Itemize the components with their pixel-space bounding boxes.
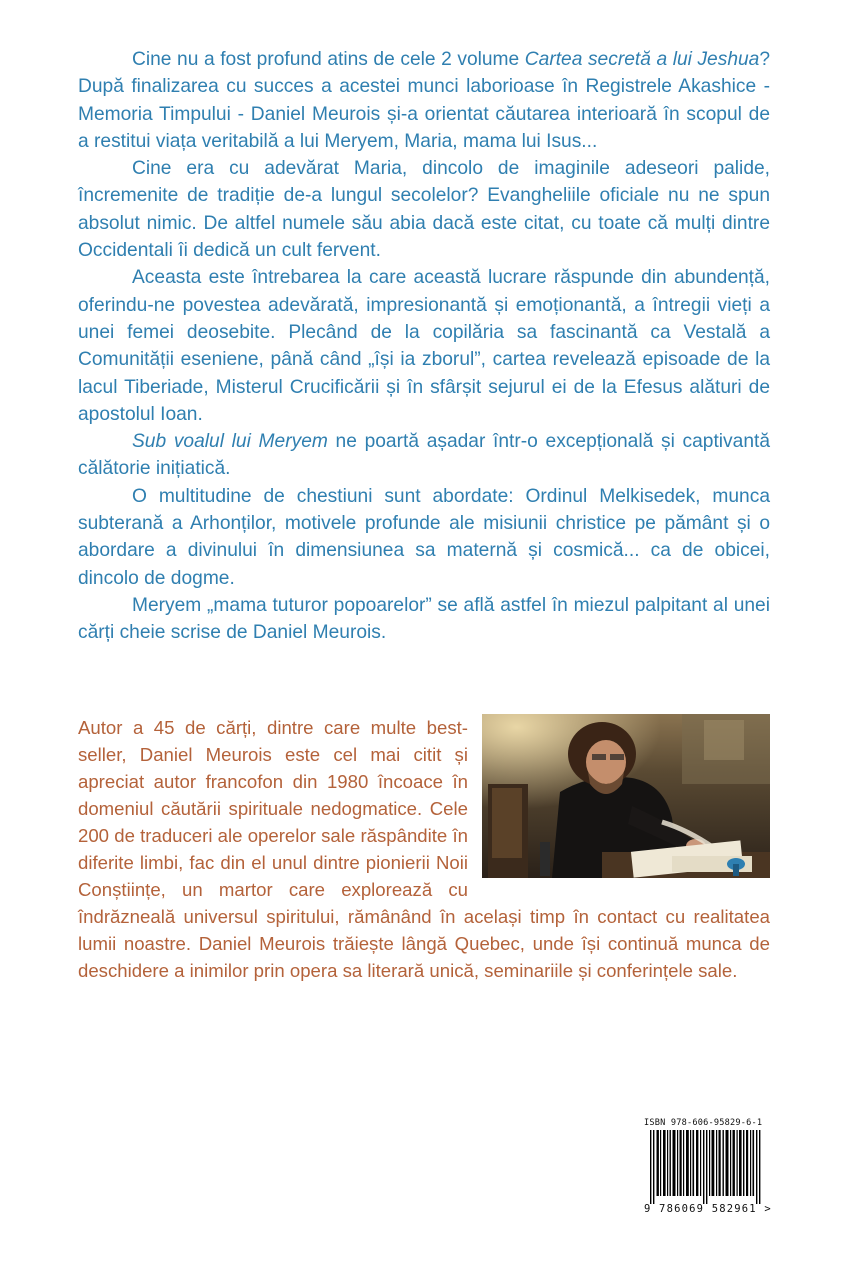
isbn-label: ISBN 978-606-95829-6-1 bbox=[644, 1118, 763, 1128]
blurb-text: ? După finalizarea cu succes a acestei munci laborioase în Registrele Akashice - Memoria Timpului - Daniel Meurois și-a orientat căutarea interioară în scopul de a restitui viața veritabilă a lui Meryem, Maria, mama lui Isus... bbox=[78, 49, 771, 152]
blurb-paragraph: Meryem „mama tuturor popoarelor” se află astfel în miezul palpitant al unei cărți cheie scrise de Daniel Meurois. bbox=[78, 594, 770, 644]
barcode-digits: 9 786069 582961 > bbox=[644, 1203, 772, 1215]
blurb-text: ne poartă așadar într-o excepțională și captivantă călătorie inițiatică. bbox=[78, 431, 770, 480]
author-photo-illustration bbox=[482, 714, 770, 878]
author-photo bbox=[482, 714, 770, 878]
book-title-italic: Sub voalul lui Meryem bbox=[132, 431, 328, 453]
book-title-italic: Cartea secretă a lui Jeshua bbox=[524, 49, 760, 70]
blurb-paragraph: O multitudine de chestiuni sunt abordate: Ordinul Melkisedek, munca subterană a Arhonților, motivele profunde ale misiunii christice pe pământ și o abordare a divinului în dimensiunea sa maternă și cosmică... ca de obicei, dincolo de dogme. bbox=[78, 485, 770, 589]
blurb-paragraph: Cine era cu adevărat Maria, dincolo de imaginile adeseori palide, încremenite de tradiție de-a lungul secolelor? Evangheliile oficiale nu ne spun absolut nimic. De altfel numele său abia dacă este citat, cu toate că mulți dintre Occidentali îi dedică un cult fervent. bbox=[78, 158, 770, 262]
back-cover-blurb bbox=[78, 46, 770, 647]
blurb-paragraph bbox=[78, 428, 770, 483]
isbn-barcode bbox=[644, 1118, 770, 1216]
blurb-paragraph bbox=[78, 46, 770, 155]
blurb-text: Cine nu a fost profund atins de cele 2 volume bbox=[132, 49, 525, 70]
author-bio-text: Autor a 45 de cărți, dintre care multe best-seller, Daniel Meurois este cel mai citit și apreciat autor francofon din 1980 încoace în domeniul căutării spirituale nedogmatice. Cele 200 de traduceri ale operelor sale răspândite în diferite limbi, fac din el unul dintre pionierii Noii Conștiințe, un martor care explorează cu îndrăzneală universul spiritului, rămânând în același timp în contact cu realitatea lumii noastre. Daniel Meurois trăiește lângă Quebec, unde își continuă munca de deschidere a inimilor prin opera sa literară unică, seminariile și conferințele sale. bbox=[78, 717, 770, 981]
barcode-bars bbox=[644, 1130, 770, 1204]
author-bio-section bbox=[78, 714, 770, 984]
blurb-paragraph: Aceasta este întrebarea la care această lucrare răspunde din abundență, oferindu-ne povestea adevărată, impresionantă și emoționantă, a întregii vieți a unei femei deosebite. Plecând de la copilăria sa fascinantă ca Vestală a Comunității eseniene, până când „își ia zborul”, cartea revelează episoade de la lacul Tiberiade, Misterul Crucificării și în sfârșit sejurul ei de la Efesus alături de apostolul Ioan. bbox=[78, 267, 770, 425]
